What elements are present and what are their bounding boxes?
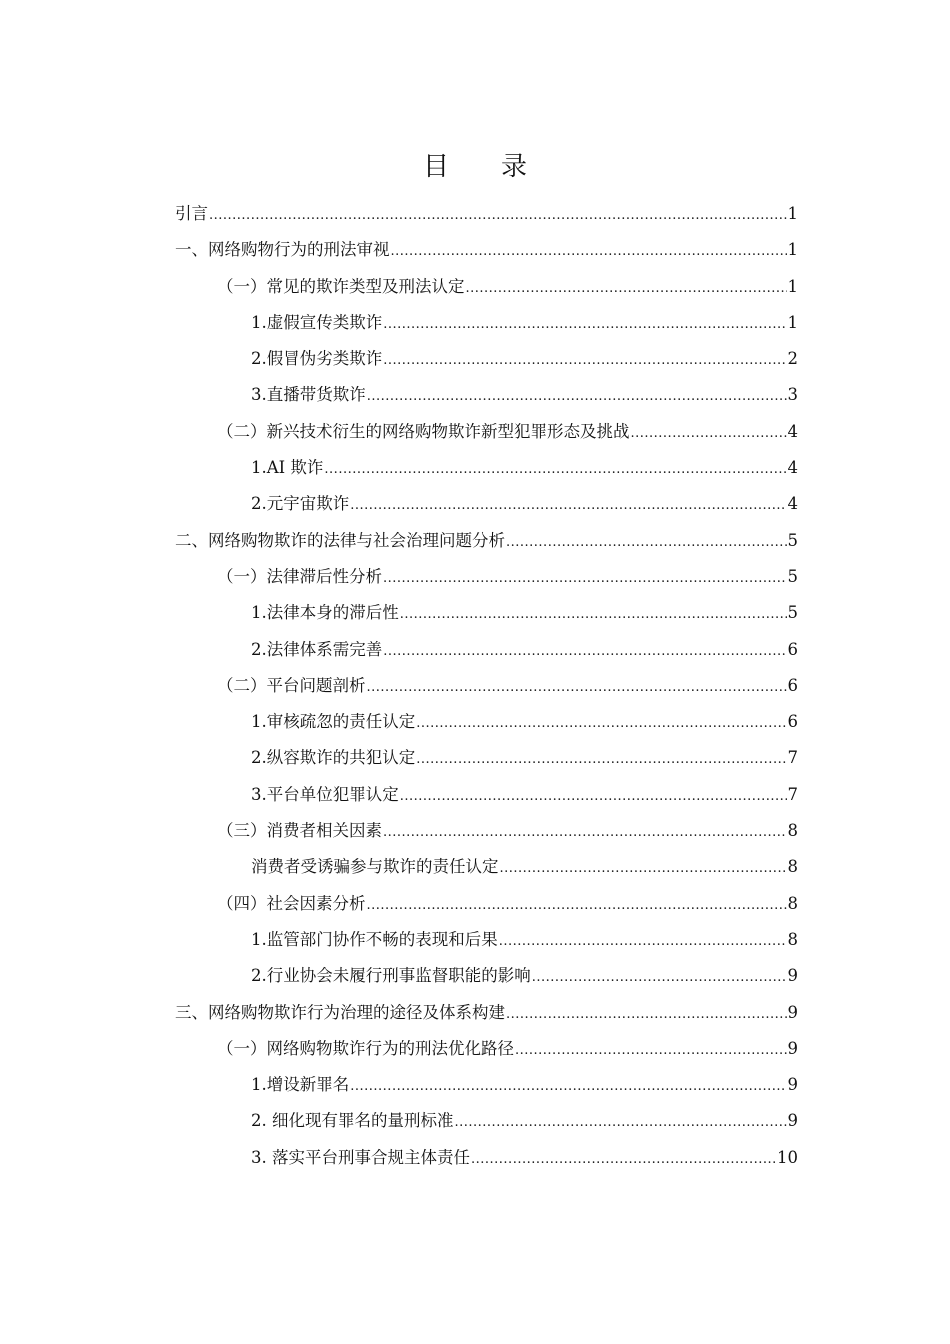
toc-entry[interactable] xyxy=(175,450,798,486)
toc-entry[interactable] xyxy=(175,922,798,958)
toc-page-number: 7 xyxy=(787,748,798,768)
toc-entry-title: 2.行业协会未履行刑事监督职能的影响 xyxy=(251,966,531,986)
toc-dot-leader xyxy=(499,924,787,960)
page-title xyxy=(0,146,950,183)
toc-entry-title: 1.审核疏忽的责任认定 xyxy=(251,712,416,732)
toc-page-number: 4 xyxy=(787,494,798,514)
toc-dot-leader xyxy=(383,815,787,851)
toc-entry-title: 2.假冒伪劣类欺诈 xyxy=(251,349,383,369)
toc-dot-leader xyxy=(383,634,786,670)
toc-dot-leader xyxy=(455,1105,787,1141)
toc-page-number: 1 xyxy=(787,204,798,223)
toc-dot-leader xyxy=(367,888,787,924)
toc-entry[interactable] xyxy=(175,196,798,232)
toc-entry-title: 2. 细化现有罪名的量刑标准 xyxy=(251,1111,454,1131)
toc-dot-leader xyxy=(631,416,787,452)
toc-entry[interactable] xyxy=(175,886,798,922)
toc-page-number: 8 xyxy=(787,857,798,877)
toc-entry[interactable] xyxy=(175,1031,798,1067)
toc-dot-leader xyxy=(416,706,786,742)
toc-page-number: 9 xyxy=(787,966,798,986)
toc-entry-title: 1.增设新罪名 xyxy=(251,1075,350,1095)
toc-dot-leader xyxy=(367,670,787,706)
toc-entry-title: （一）法律滞后性分析 xyxy=(217,566,382,586)
toc-entry-title: 1.AI 欺诈 xyxy=(251,458,324,478)
toc-dot-leader xyxy=(383,561,787,597)
toc-entry-title: 一、网络购物行为的刑法审视 xyxy=(175,240,390,260)
toc-entry[interactable] xyxy=(175,1067,798,1103)
toc-dot-leader xyxy=(500,851,787,887)
toc-entry-title: （一）常见的欺诈类型及刑法认定 xyxy=(217,276,465,296)
toc-dot-leader xyxy=(515,1033,787,1069)
toc-entry[interactable] xyxy=(175,305,798,341)
toc-entry[interactable] xyxy=(175,341,798,377)
toc-page-number: 4 xyxy=(787,458,798,478)
page-title-char-1: 目 xyxy=(422,152,449,182)
toc-page-number: 9 xyxy=(787,1038,798,1058)
toc-entry-title: （一）网络购物欺诈行为的刑法优化路径 xyxy=(217,1038,514,1058)
toc-entry[interactable] xyxy=(175,559,798,595)
toc-page-number: 2 xyxy=(787,349,798,369)
toc-page-number: 8 xyxy=(787,893,798,913)
toc-entry[interactable] xyxy=(175,632,798,668)
toc-entry-title: 消费者受诱骗参与欺诈的责任认定 xyxy=(251,857,499,877)
toc-entry[interactable] xyxy=(175,777,798,813)
toc-page-number: 6 xyxy=(787,639,798,659)
toc-entry[interactable] xyxy=(175,377,798,413)
toc-entry[interactable] xyxy=(175,523,798,559)
toc-entry-title: 3.平台单位犯罪认定 xyxy=(251,784,399,804)
toc-dot-leader xyxy=(324,452,786,488)
toc-dot-leader xyxy=(350,1069,786,1105)
toc-entry[interactable] xyxy=(175,704,798,740)
toc-dot-leader xyxy=(400,597,787,633)
toc-page-number: 1 xyxy=(787,312,798,332)
toc-dot-leader xyxy=(391,234,787,270)
toc-entry-title: 1.虚假宣传类欺诈 xyxy=(251,312,383,332)
toc-entry-title: 1.监管部门协作不畅的表现和后果 xyxy=(251,929,498,949)
toc-page-number: 4 xyxy=(787,421,798,441)
toc-entry[interactable] xyxy=(175,813,798,849)
toc-entry-title: 3.直播带货欺诈 xyxy=(251,385,366,405)
toc-entry-title: （四）社会因素分析 xyxy=(217,893,366,913)
toc-page-number: 8 xyxy=(787,821,798,841)
toc-entry[interactable] xyxy=(175,1103,798,1139)
toc-page-number: 9 xyxy=(787,1002,798,1022)
toc-dot-leader xyxy=(466,271,787,307)
toc-page-number: 8 xyxy=(787,929,798,949)
toc-entry-title: 1.法律本身的滞后性 xyxy=(251,603,399,623)
toc-entry[interactable] xyxy=(175,849,798,885)
toc-entry-title: 二、网络购物欺诈的法律与社会治理问题分析 xyxy=(175,530,505,550)
toc-dot-leader xyxy=(416,742,786,778)
toc-entry[interactable] xyxy=(175,269,798,305)
toc-dot-leader xyxy=(506,525,787,561)
toc-entry-title: 引言 xyxy=(175,204,208,223)
toc-entry[interactable] xyxy=(175,995,798,1031)
toc-page-number: 1 xyxy=(787,276,798,296)
toc-entry[interactable] xyxy=(175,595,798,631)
toc-entry[interactable] xyxy=(175,740,798,776)
toc-page-number: 3 xyxy=(787,385,798,405)
table-of-contents xyxy=(175,196,798,1176)
toc-dot-leader xyxy=(383,307,786,343)
toc-page-number: 5 xyxy=(787,566,798,586)
toc-dot-leader xyxy=(471,1142,776,1178)
toc-page-number: 9 xyxy=(787,1075,798,1095)
toc-entry-title: （二）新兴技术衍生的网络购物欺诈新型犯罪形态及挑战 xyxy=(217,421,630,441)
toc-dot-leader xyxy=(367,379,787,415)
toc-page-number: 5 xyxy=(787,603,798,623)
toc-dot-leader xyxy=(350,488,786,524)
toc-page-number: 9 xyxy=(787,1111,798,1131)
toc-entry[interactable] xyxy=(175,414,798,450)
toc-entry-title: （二）平台问题剖析 xyxy=(217,675,366,695)
toc-page-number: 1 xyxy=(787,240,798,260)
toc-entry-title: 2.元宇宙欺诈 xyxy=(251,494,350,514)
toc-dot-leader xyxy=(506,997,787,1033)
toc-entry[interactable] xyxy=(175,486,798,522)
toc-entry[interactable] xyxy=(175,668,798,704)
toc-entry-title: 2.法律体系需完善 xyxy=(251,639,383,659)
toc-page-number: 10 xyxy=(777,1147,798,1167)
toc-entry-title: 3. 落实平台刑事合规主体责任 xyxy=(251,1147,470,1167)
toc-page-number: 5 xyxy=(787,530,798,550)
toc-page-number: 6 xyxy=(787,675,798,695)
toc-entry-title: （三）消费者相关因素 xyxy=(217,821,382,841)
toc-entry-title: 2.纵容欺诈的共犯认定 xyxy=(251,748,416,768)
toc-page-number: 7 xyxy=(787,784,798,804)
toc-entry[interactable] xyxy=(175,958,798,994)
toc-dot-leader xyxy=(400,779,787,815)
toc-dot-leader xyxy=(383,343,786,379)
toc-entry[interactable] xyxy=(175,232,798,268)
page-title-char-2: 录 xyxy=(501,152,528,182)
toc-page-number: 6 xyxy=(787,712,798,732)
toc-dot-leader xyxy=(532,960,787,996)
toc-entry[interactable] xyxy=(175,1140,798,1176)
toc-entry-title: 三、网络购物欺诈行为治理的途径及体系构建 xyxy=(175,1002,505,1022)
toc-dot-leader xyxy=(209,198,787,234)
